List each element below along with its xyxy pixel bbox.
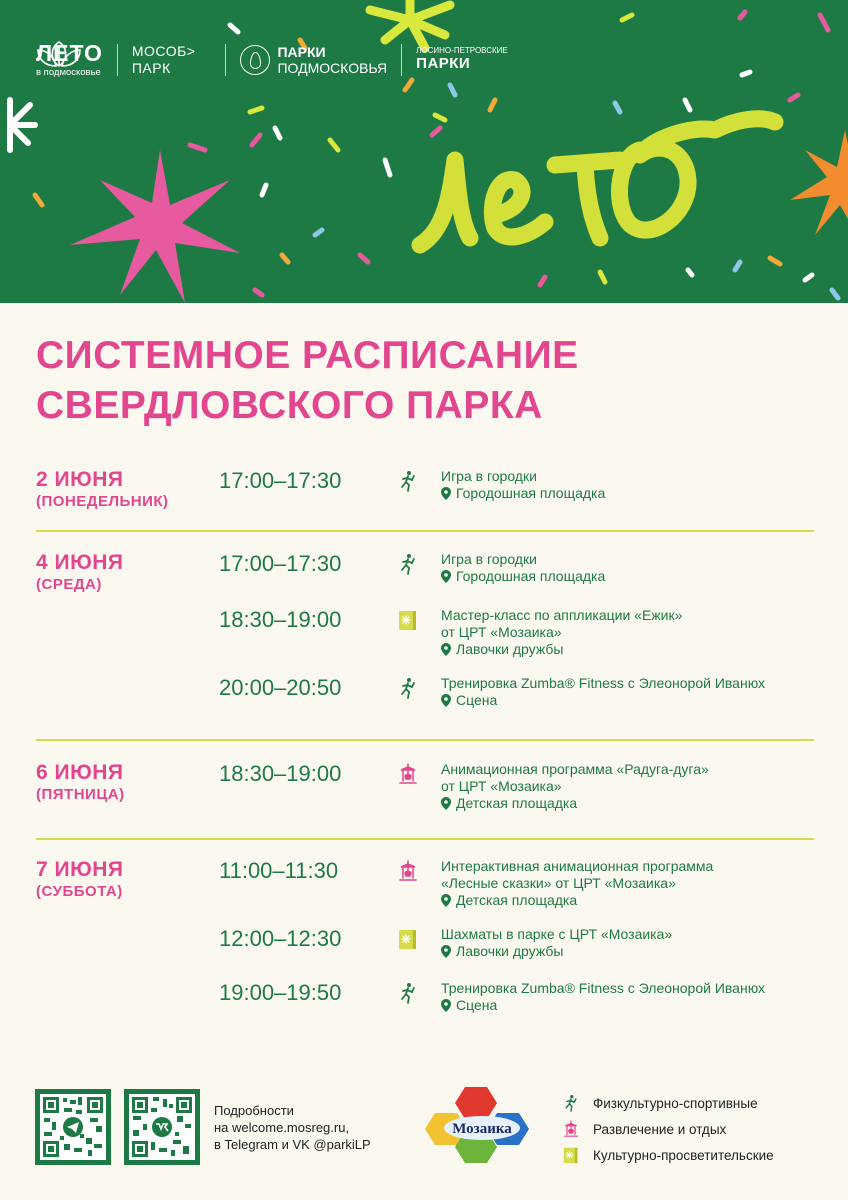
event-location-label: Лавочки дружбы: [456, 641, 564, 657]
page-title: [36, 331, 579, 431]
orange-star-icon: [790, 130, 848, 240]
day-date: 2 ИЮНЯ: [36, 468, 124, 491]
location-pin-icon: [441, 570, 451, 583]
logo-divider: [225, 44, 226, 76]
event-description: [441, 980, 765, 1014]
event-row: [36, 980, 814, 1040]
event-time: 20:00–20:50: [219, 675, 342, 700]
day-divider: [36, 739, 814, 741]
mosoblpark-logo-line2: ПАРК: [131, 60, 171, 76]
pink-star-icon: [70, 150, 240, 303]
event-description: [441, 858, 713, 909]
event-title: Интерактивная анимационная программа: [441, 858, 714, 874]
partner-logos: [36, 40, 508, 80]
details-line3: в Telegram и VK @parkiLP: [214, 1137, 371, 1152]
leaves-icon: [36, 40, 82, 68]
leto-lettering: [420, 119, 775, 245]
event-description: [441, 761, 709, 812]
event-row: [36, 926, 814, 986]
culture-category-icon: [398, 609, 418, 631]
entertainment-category-icon: [563, 1120, 579, 1138]
event-title: Игра в городки: [441, 551, 537, 567]
location-pin-icon: [441, 694, 451, 707]
mosoblpark-logo-line1: МОСОБ>: [131, 43, 196, 60]
entertainment-category-icon: [398, 860, 418, 882]
culture-category-icon: [398, 928, 418, 950]
day-weekday: (СУББОТА): [36, 883, 123, 900]
location-pin-icon: [441, 643, 451, 656]
event-title: Игра в городки: [441, 468, 537, 484]
location-pin-icon: [441, 487, 451, 500]
page-title-line1: СИСТЕМНОЕ РАСПИСАНИЕ: [36, 334, 579, 377]
entertainment-category-icon: [398, 763, 418, 785]
event-row: [36, 468, 814, 528]
qr-code-icon: [40, 1094, 106, 1160]
event-location-label: Городошная площадка: [456, 485, 606, 501]
qr-code-telegram[interactable]: [35, 1089, 111, 1165]
event-title: Тренировка Zumba® Fitness с Элеонорой Иванюх: [441, 675, 766, 691]
day-weekday: (СРЕДА): [36, 576, 102, 593]
parki-logo-line1: ПАРКИ: [277, 43, 326, 60]
event-title: от ЦРТ «Мозаика»: [441, 778, 562, 794]
day-date: 4 ИЮНЯ: [36, 551, 124, 574]
day-weekday: (ПОНЕДЕЛЬНИК): [36, 493, 169, 510]
event-location: [441, 641, 682, 658]
sport-category-icon: [398, 470, 418, 492]
event-location: [441, 485, 605, 502]
event-time: 18:30–19:00: [219, 607, 342, 632]
leto-logo-title: ЛЕТО: [36, 40, 103, 67]
event-row: [36, 551, 814, 611]
event-time: 17:00–17:30: [219, 468, 342, 493]
details-line2: на welcome.mosreg.ru,: [214, 1120, 350, 1135]
mosaika-logo-text: Мозаика: [452, 1121, 512, 1137]
details-info: [214, 1102, 371, 1153]
parki-logo-line2: ПОДМОСКОВЬЯ: [277, 60, 388, 76]
culture-category-icon: [563, 1146, 579, 1164]
event-description: [441, 607, 682, 658]
event-description: [441, 675, 765, 709]
event-location: [441, 943, 672, 960]
sport-category-icon: [398, 553, 418, 575]
event-location: [441, 997, 765, 1014]
legend-item: [563, 1116, 774, 1142]
event-location: [441, 892, 713, 909]
header-banner: [0, 0, 848, 303]
event-description: [441, 926, 672, 960]
sport-category-icon: [398, 677, 418, 699]
event-description: [441, 468, 605, 502]
event-title: Мастер-класс по аппликации «Ежик»: [441, 607, 683, 623]
white-star-icon: [10, 100, 35, 150]
event-title: от ЦРТ «Мозаика»: [441, 624, 562, 640]
event-location-label: Сцена: [456, 997, 498, 1013]
event-location-label: Городошная площадка: [456, 568, 606, 584]
legend-item: [563, 1090, 774, 1116]
event-row: [36, 761, 814, 821]
qr-code-vk[interactable]: [124, 1089, 200, 1165]
sport-category-icon: [563, 1094, 579, 1112]
location-pin-icon: [441, 945, 451, 958]
event-row: [36, 675, 814, 735]
day-divider: [36, 838, 814, 840]
page-title-line2: СВЕРДЛОВСКОГО ПАРКА: [36, 384, 543, 427]
event-title: «Лесные сказки» от ЦРТ «Мозаика»: [441, 875, 676, 891]
event-title: Шахматы в парке с ЦРТ «Мозаика»: [441, 926, 673, 942]
event-time: 17:00–17:30: [219, 551, 342, 576]
event-location-label: Лавочки дружбы: [456, 943, 564, 959]
event-location-label: Сцена: [456, 692, 498, 708]
sport-category-icon: [398, 982, 418, 1004]
event-time: 19:00–19:50: [219, 980, 342, 1005]
event-location: [441, 795, 709, 812]
mosaika-logo: [425, 1085, 540, 1165]
event-title: Тренировка Zumba® Fitness с Элеонорой Иванюх: [441, 980, 766, 996]
event-description: [441, 551, 605, 585]
leto-logo-subtitle: в подмосковье: [36, 67, 101, 79]
details-line1: Подробности: [214, 1103, 294, 1118]
mosoblpark-logo: [132, 43, 196, 77]
day-divider: [36, 530, 814, 532]
lp-logo-subtitle: ЛОСИНО-ПЕТРОВСКИЕ: [416, 46, 508, 56]
event-location: [441, 692, 765, 709]
legend-label: Физкультурно-спортивные: [593, 1095, 758, 1111]
mosaika-hexagons-icon: [425, 1085, 540, 1165]
logo-divider: [401, 44, 402, 76]
event-time: 18:30–19:00: [219, 761, 342, 786]
legend-item: [563, 1142, 774, 1168]
parki-podmoskovya-logo: [240, 44, 387, 76]
logo-divider: [117, 44, 118, 76]
event-time: 11:00–11:30: [219, 858, 339, 883]
day-weekday: (ПЯТНИЦА): [36, 786, 125, 803]
event-location-label: Детская площадка: [456, 795, 578, 811]
event-row: [36, 607, 814, 667]
event-location-label: Детская площадка: [456, 892, 578, 908]
legend-label: Развлечение и отдых: [593, 1121, 727, 1137]
legend-label: Культурно-просветительские: [593, 1147, 774, 1163]
day-date: 7 ИЮНЯ: [36, 858, 124, 881]
location-pin-icon: [441, 999, 451, 1012]
location-pin-icon: [441, 797, 451, 810]
losino-petrovskie-parki-logo: [416, 47, 508, 72]
day-date: 6 ИЮНЯ: [36, 761, 124, 784]
leaf-icon: [240, 45, 270, 75]
category-legend: [563, 1090, 774, 1168]
event-time: 12:00–12:30: [219, 926, 342, 951]
event-location: [441, 568, 605, 585]
location-pin-icon: [441, 894, 451, 907]
event-row: [36, 858, 814, 918]
event-title: Анимационная программа «Радуга-дуга»: [441, 761, 709, 777]
qr-code-icon: [129, 1094, 195, 1160]
lp-logo-title: ПАРКИ: [416, 55, 471, 73]
